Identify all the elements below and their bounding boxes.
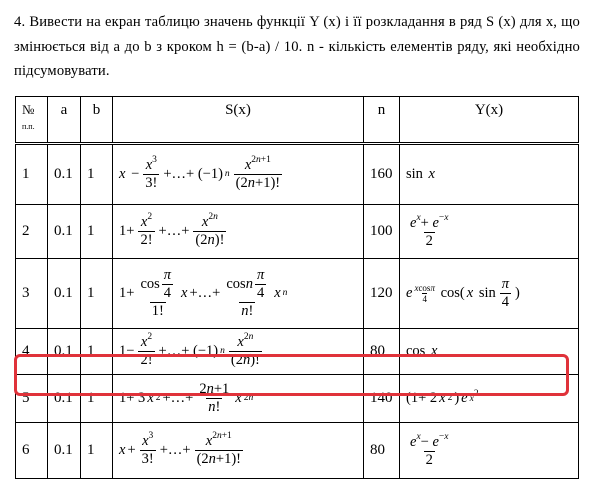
- function-formula: $\frac{e^x- e^{-x}}{2}$: [400, 423, 579, 479]
- row-b: 1: [81, 144, 113, 205]
- table-row: [16, 375, 579, 423]
- function-formula: sin x: [400, 144, 579, 205]
- table-row: [16, 423, 579, 479]
- series-formula: x − $\frac{x^3}{3!}$ +…+ (−1) $^n$ $\frac{x^{2n+1}}{(2n+1)!}$: [113, 144, 364, 205]
- header-n: n: [364, 97, 400, 144]
- series-formula: 1+ cos $\frac{\pi}{4}$ 1! x +…+ cosn $\frac{\pi}{4}$ n! x $^n$: [113, 259, 364, 329]
- row-n: 80: [364, 329, 400, 375]
- function-formula: $\frac{e^x+ e^{-x}}{2}$: [400, 205, 579, 259]
- row-number: 2: [16, 205, 48, 259]
- row-number: 3: [16, 259, 48, 329]
- row-b: 1: [81, 329, 113, 375]
- row-a: 0.1: [48, 144, 81, 205]
- row-b: 1: [81, 259, 113, 329]
- header-s: S(x): [113, 97, 364, 144]
- row-a: 0.1: [48, 329, 81, 375]
- row-number: 5: [16, 375, 48, 423]
- header-b: b: [81, 97, 113, 144]
- row-n: 120: [364, 259, 400, 329]
- row-a: 0.1: [48, 205, 81, 259]
- row-number: 1: [16, 144, 48, 205]
- row-n: 100: [364, 205, 400, 259]
- function-formula: cos x: [400, 329, 579, 375]
- functions-table: [15, 96, 579, 479]
- table-header-row: [16, 97, 579, 144]
- function-formula: e $\frac{xcos\pi}{4}$ cos( x sin $\frac{\pi}{4}$ ): [400, 259, 579, 329]
- row-a: 0.1: [48, 259, 81, 329]
- row-b: 1: [81, 205, 113, 259]
- table-row: [16, 205, 579, 259]
- series-formula: 1+ 3 x $^2$ +…+ $\frac{2n+1}{n!}$ x $^{2n}$: [113, 375, 364, 423]
- row-n: 160: [364, 144, 400, 205]
- row-a: 0.1: [48, 423, 81, 479]
- row-a: 0.1: [48, 375, 81, 423]
- header-a: a: [48, 97, 81, 144]
- row-b: 1: [81, 375, 113, 423]
- row-n: 80: [364, 423, 400, 479]
- header-number: № п.п.: [16, 97, 48, 144]
- series-formula: 1+ $\frac{x^2}{2!}$ +…+ $\frac{x^{2n}}{(2n)!}$: [113, 205, 364, 259]
- row-number: 6: [16, 423, 48, 479]
- header-y: Y(x): [400, 97, 579, 144]
- task-statement: 4. Вивести на екран таблицю значень функції Y (x) і її розкладання в ряд S (x) для x, що змінюється від a до b з кроком h = (b-a) / 10. n - кількість елементів ряду, які необхідно підсумовувати.: [14, 14, 580, 79]
- row-b: 1: [81, 423, 113, 479]
- series-formula: x + $\frac{x^3}{3!}$ +…+ $\frac{x^{2n+1}}{(2n+1)!}$: [113, 423, 364, 479]
- table-row: [16, 144, 579, 205]
- function-formula: (1+ 2 x $^2$ ) e $^{x^2}$: [400, 375, 579, 423]
- table-row: [16, 259, 579, 329]
- series-formula: 1− $\frac{x^2}{2!}$ +…+ (−1) $^n$ $\frac{x^{2n}}{(2n)!}$: [113, 329, 364, 375]
- table-row: [16, 329, 579, 375]
- row-number: 4: [16, 329, 48, 375]
- row-n: 140: [364, 375, 400, 423]
